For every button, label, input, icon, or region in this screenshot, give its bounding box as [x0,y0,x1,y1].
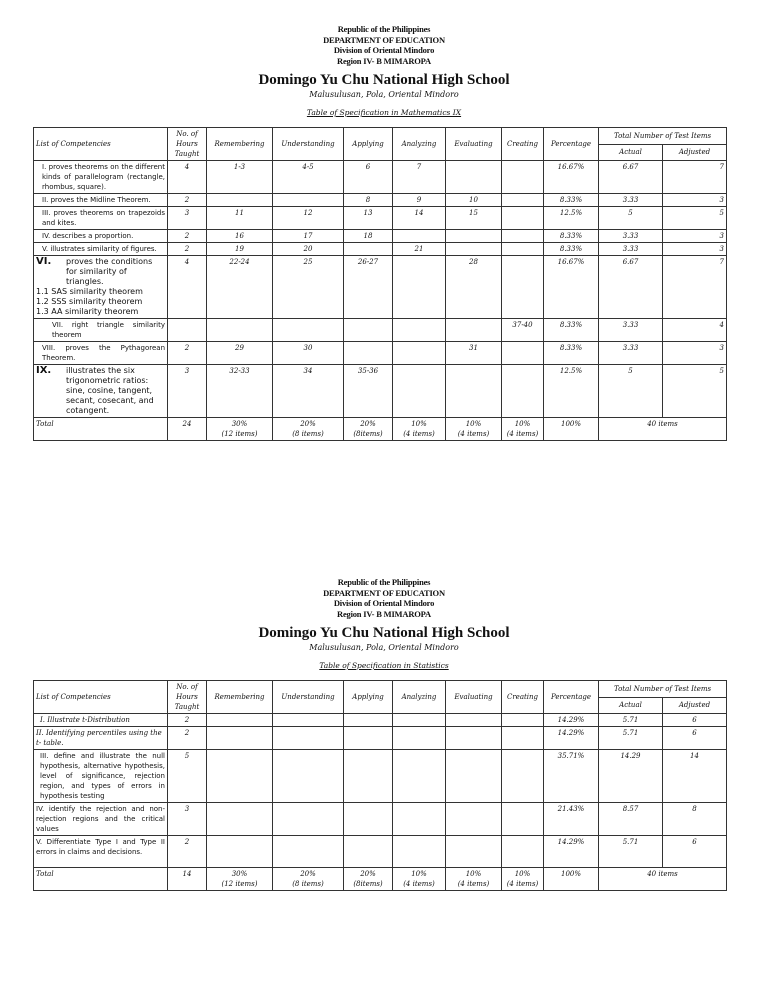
adjusted-cell: 7 [663,256,727,319]
school-address: Malusulusan, Pola, Oriental Mindoro [309,90,459,99]
percentage-cell: 8.33% [544,342,599,365]
applying-cell: 8 [344,194,393,207]
evaluating-cell [446,750,502,803]
total-creating [502,418,544,441]
republic-line: Republic of the Philippines [337,577,431,587]
creating-cell [502,727,544,750]
table-title: Table of Specification in Mathematics IX [306,108,462,117]
creating-cell [502,256,544,319]
analyzing-cell [393,319,446,342]
adjusted-cell: 5 [663,207,727,230]
percentage-cell: 14.29% [544,836,599,868]
actual-cell: 6.67 [599,161,663,194]
col-creating: Creating [502,681,544,714]
total-row [34,418,727,441]
actual-cell: 14.29 [599,750,663,803]
competency-cell: IV. describes a proportion. [34,230,168,243]
percent: 30% [231,420,248,428]
percent: 20% [300,420,316,428]
actual-cell: 5 [599,365,663,418]
sub-item: 1.2 SSS similarity theorem [36,297,143,306]
percentage-cell: 12.5% [544,365,599,418]
item-count: (8items) [353,430,383,438]
remembering-cell: 22-24 [207,256,273,319]
total-analyzing [393,418,446,441]
evaluating-cell: 15 [446,207,502,230]
col-applying: Applying [344,681,393,714]
table-title: Table of Specification in Statistics [319,661,449,670]
understanding-cell [273,714,344,727]
creating-cell [502,161,544,194]
adjusted-cell: 4 [663,319,727,342]
total-items: 40 items [599,418,727,441]
creating-cell [502,803,544,836]
region-line: Region IV- B MIMAROPA [337,55,431,66]
creating-cell [502,750,544,803]
col-adjusted: Adjusted [663,144,727,161]
analyzing-cell [393,803,446,836]
competency-cell: III. define and illustrate the null hypothesis, alternative hypothesis, level of significance, rejection region, and types of errors in hypothesis testing [34,750,168,803]
col-evaluating: Evaluating [446,681,502,714]
hours-cell: 4 [168,161,207,194]
total-percentage: 100% [544,868,599,891]
competency-cell: I. proves theorems on the different kinds of parallelogram (rectangle, rhombus, square). [34,161,168,194]
actual-cell: 8.57 [599,803,663,836]
analyzing-cell: 14 [393,207,446,230]
division-line: Division of Oriental Mindoro [333,45,435,55]
understanding-cell: 25 [273,256,344,319]
percentage-cell: 14.29% [544,714,599,727]
adjusted-cell: 14 [663,750,727,803]
col-analyzing: Analyzing [393,128,446,161]
adjusted-cell: 3 [663,194,727,207]
item-count: (4 items) [403,880,435,888]
applying-cell [344,727,393,750]
region-line: Region IV- B MIMAROPA [337,608,431,619]
understanding-cell: 30 [273,342,344,365]
creating-cell [502,836,544,868]
col-adjusted: Adjusted [663,697,727,714]
competency-number: VI. [36,256,52,267]
adjusted-cell: 3 [663,342,727,365]
analyzing-cell: 21 [393,243,446,256]
percent: 10% [514,420,531,428]
competency-text: illustrates the six trigonometric ratios: sine, cosine, tangent, secant, cosecant, and cotangent. [66,366,154,415]
adjusted-cell: 8 [663,803,727,836]
percentage-cell: 8.33% [544,230,599,243]
col-understanding: Understanding [273,681,344,714]
analyzing-cell [393,750,446,803]
actual-cell: 3.33 [599,319,663,342]
hours-cell [168,319,207,342]
analyzing-cell: 7 [393,161,446,194]
adjusted-cell: 3 [663,230,727,243]
creating-cell: 37-40 [502,319,544,342]
school-address: Malusulusan, Pola, Oriental Mindoro [309,643,459,652]
total-percentage: 100% [544,418,599,441]
remembering-cell: 11 [207,207,273,230]
total-evaluating [446,418,502,441]
understanding-cell [273,194,344,207]
total-understanding [273,868,344,891]
evaluating-cell [446,714,502,727]
applying-cell [344,319,393,342]
adjusted-cell: 6 [663,727,727,750]
percent: 20% [300,870,316,878]
evaluating-cell: 31 [446,342,502,365]
col-applying: Applying [344,128,393,161]
total-row [34,868,727,891]
actual-cell: 5.71 [599,714,663,727]
hours-cell: 2 [168,714,207,727]
competency-number: IX. [36,365,52,376]
item-count: (12 items) [221,430,258,438]
item-count: (12 items) [221,880,258,888]
competency-cell: I. Illustrate t-Distribution [34,714,168,727]
applying-cell [344,803,393,836]
total-hours: 24 [168,418,207,441]
evaluating-cell [446,727,502,750]
table-row [34,803,727,836]
understanding-cell [273,319,344,342]
evaluating-cell [446,161,502,194]
creating-cell [502,194,544,207]
actual-cell: 5.71 [599,727,663,750]
percentage-cell: 21.43% [544,803,599,836]
table-row [34,319,727,342]
understanding-cell: 12 [273,207,344,230]
total-analyzing [393,868,446,891]
evaluating-cell: 10 [446,194,502,207]
understanding-cell: 4-5 [273,161,344,194]
deped-line: DEPARTMENT OF EDUCATION [323,587,445,598]
table-row [34,230,727,243]
table-row [34,161,727,194]
creating-cell [502,243,544,256]
hours-cell: 2 [168,194,207,207]
item-count: (8items) [353,880,383,888]
adjusted-cell: 6 [663,714,727,727]
item-count: (4 items) [506,430,539,438]
table-row [34,194,727,207]
hours-cell: 2 [168,243,207,256]
evaluating-cell [446,836,502,868]
table-row [34,365,727,418]
school-name: Domingo Yu Chu National High School [258,625,510,641]
evaluating-cell [446,803,502,836]
analyzing-cell [393,342,446,365]
percentage-cell: 16.67% [544,161,599,194]
col-remembering: Remembering [207,681,273,714]
sub-item: 1.1 SAS similarity theorem [36,287,143,296]
competency-cell: IV. identify the rejection and non-rejection regions and the critical values [34,803,168,836]
republic-line: Republic of the Philippines [337,24,431,34]
percent: 10% [411,420,427,428]
actual-cell: 5.71 [599,836,663,868]
remembering-cell [207,194,273,207]
adjusted-cell: 7 [663,161,727,194]
analyzing-cell [393,256,446,319]
applying-cell [344,836,393,868]
col-percentage: Percentage [544,128,599,161]
applying-cell: 35-36 [344,365,393,418]
percent: 30% [231,870,248,878]
item-count: (4 items) [403,430,435,438]
remembering-cell: 32-33 [207,365,273,418]
applying-cell [344,342,393,365]
table-row [34,342,727,365]
creating-cell [502,342,544,365]
table-row [34,256,727,319]
school-name: Domingo Yu Chu National High School [258,72,510,88]
hours-cell: 3 [168,803,207,836]
adjusted-cell: 3 [663,243,727,256]
evaluating-cell: 28 [446,256,502,319]
header-block-2 [0,577,768,677]
col-analyzing: Analyzing [393,681,446,714]
division-line: Division of Oriental Mindoro [333,598,435,608]
col-total-items: Total Number of Test Items [599,128,727,145]
percentage-cell: 8.33% [544,194,599,207]
actual-cell: 6.67 [599,256,663,319]
table-row [34,243,727,256]
analyzing-cell [393,727,446,750]
remembering-cell [207,803,273,836]
hours-cell: 4 [168,256,207,319]
percentage-cell: 12.5% [544,207,599,230]
remembering-cell [207,750,273,803]
deped-line: DEPARTMENT OF EDUCATION [323,34,445,45]
evaluating-cell [446,243,502,256]
competency-cell: II. proves the Midline Theorem. [34,194,168,207]
hours-cell: 3 [168,207,207,230]
total-applying [344,868,393,891]
remembering-cell [207,836,273,868]
competency-cell: VIII. proves the Pythagorean Theorem. [34,342,168,365]
remembering-cell [207,727,273,750]
evaluating-cell [446,365,502,418]
table-row [34,836,727,868]
adjusted-cell: 6 [663,836,727,868]
percent: 10% [465,420,482,428]
percent: 20% [360,870,376,878]
percentage-cell: 14.29% [544,727,599,750]
item-count: (4 items) [457,430,490,438]
applying-cell: 26-27 [344,256,393,319]
remembering-cell [207,319,273,342]
header-block-1 [0,24,768,124]
understanding-cell [273,750,344,803]
item-count: (4 items) [506,880,539,888]
col-remembering: Remembering [207,128,273,161]
understanding-cell: 20 [273,243,344,256]
col-hours: No. of Hours Taught [168,128,207,161]
competency-text: proves the conditions for similarity of triangles. [66,257,153,286]
competency-cell [34,256,168,319]
total-creating [502,868,544,891]
total-applying [344,418,393,441]
actual-cell: 3.33 [599,243,663,256]
understanding-cell [273,836,344,868]
percentage-cell: 8.33% [544,319,599,342]
item-count: (8 items) [292,880,324,888]
evaluating-cell [446,319,502,342]
competency-cell [34,365,168,418]
col-competencies: List of Competencies [34,681,168,714]
col-understanding: Understanding [273,128,344,161]
table-row [34,207,727,230]
col-actual: Actual [599,697,663,714]
remembering-cell: 1-3 [207,161,273,194]
col-percentage: Percentage [544,681,599,714]
total-label: Total [34,868,168,891]
percent: 10% [514,870,531,878]
adjusted-cell: 5 [663,365,727,418]
total-evaluating [446,868,502,891]
item-count: (4 items) [457,880,490,888]
percentage-cell: 35.71% [544,750,599,803]
hours-cell: 2 [168,727,207,750]
applying-cell [344,243,393,256]
analyzing-cell: 9 [393,194,446,207]
analyzing-cell [393,230,446,243]
total-remembering [207,418,273,441]
percentage-cell: 8.33% [544,243,599,256]
applying-cell: 13 [344,207,393,230]
analyzing-cell [393,714,446,727]
hours-cell: 3 [168,365,207,418]
col-actual: Actual [599,144,663,161]
remembering-cell: 19 [207,243,273,256]
percent: 10% [411,870,427,878]
col-hours: No. of Hours Taught [168,681,207,714]
total-hours: 14 [168,868,207,891]
understanding-cell [273,727,344,750]
competency-cell: III. proves theorems on trapezoids and kites. [34,207,168,230]
actual-cell: 5 [599,207,663,230]
analyzing-cell [393,365,446,418]
col-competencies: List of Competencies [34,128,168,161]
applying-cell [344,750,393,803]
item-count: (8 items) [292,430,324,438]
evaluating-cell [446,230,502,243]
percentage-cell: 16.67% [544,256,599,319]
creating-cell [502,230,544,243]
understanding-cell [273,803,344,836]
col-creating: Creating [502,128,544,161]
tos-table-mathematics [33,127,727,441]
hours-cell: 2 [168,342,207,365]
sub-item: 1.3 AA similarity theorem [36,307,139,316]
understanding-cell: 17 [273,230,344,243]
total-understanding [273,418,344,441]
competency-cell: V. Differentiate Type I and Type II errors in claims and decisions. [34,836,168,868]
creating-cell [502,207,544,230]
competency-cell: VII. right triangle similarity theorem [34,319,168,342]
actual-cell: 3.33 [599,342,663,365]
hours-cell: 2 [168,230,207,243]
actual-cell: 3.33 [599,194,663,207]
remembering-cell [207,714,273,727]
table-row [34,714,727,727]
tos-table-statistics [33,680,727,891]
applying-cell: 18 [344,230,393,243]
table-row [34,727,727,750]
total-remembering [207,868,273,891]
percent: 10% [465,870,482,878]
analyzing-cell [393,836,446,868]
total-label: Total [34,418,168,441]
understanding-cell: 34 [273,365,344,418]
competency-cell: II. Identifying percentiles using the t- table. [34,727,168,750]
creating-cell [502,365,544,418]
total-items: 40 items [599,868,727,891]
competency-cell: V. illustrates similarity of figures. [34,243,168,256]
actual-cell: 3.33 [599,230,663,243]
remembering-cell: 29 [207,342,273,365]
applying-cell [344,714,393,727]
remembering-cell: 16 [207,230,273,243]
percent: 20% [360,420,376,428]
hours-cell: 2 [168,836,207,868]
applying-cell: 6 [344,161,393,194]
creating-cell [502,714,544,727]
table-row [34,750,727,803]
col-evaluating: Evaluating [446,128,502,161]
hours-cell: 5 [168,750,207,803]
col-total-items: Total Number of Test Items [599,681,727,698]
